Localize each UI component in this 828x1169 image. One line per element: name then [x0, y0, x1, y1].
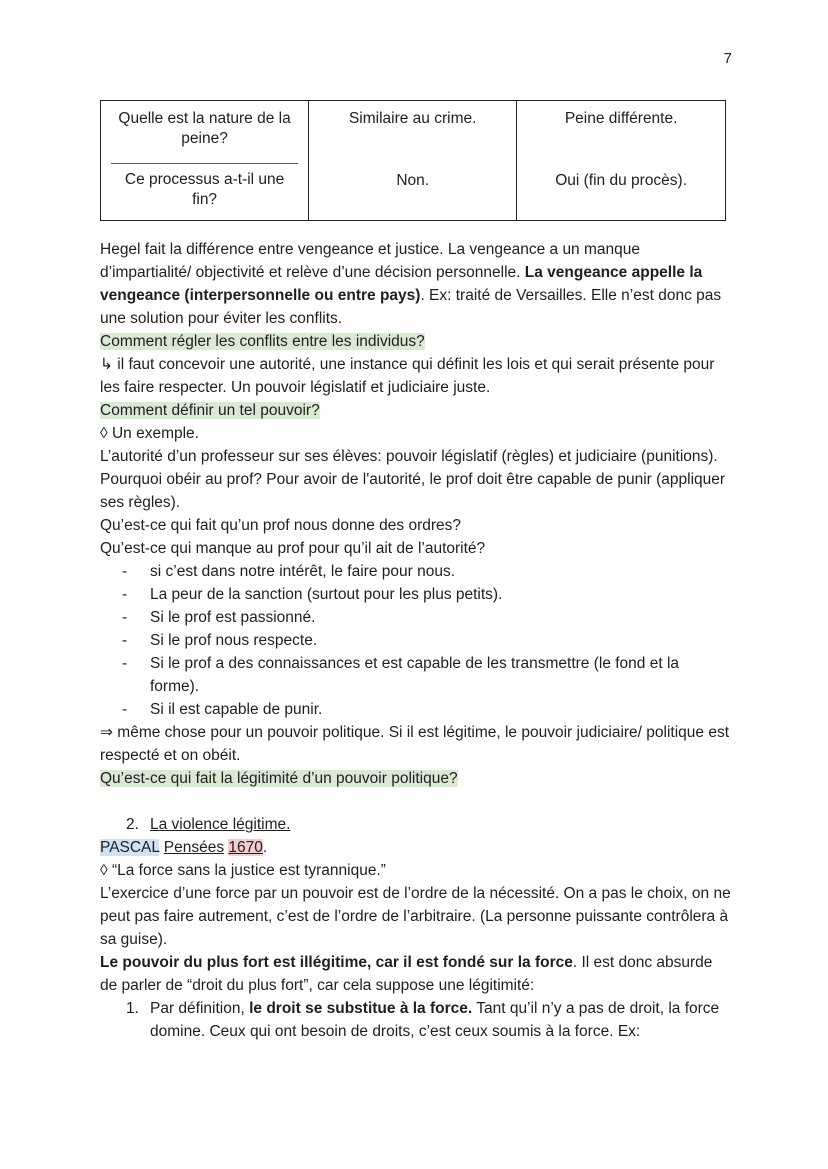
paragraph-hegel — [100, 238, 732, 330]
text: Hegel fait la différence entre vengeance et justice. La vengeance a un manque d’impartialité/ objectivité et relève d’une décision personnelle. — [100, 241, 641, 281]
list-item: - Si le prof est passionné. — [122, 606, 732, 629]
year: 1670 — [228, 839, 263, 856]
table-cell-text: Similaire au crime. — [348, 110, 477, 127]
table-cell-text: Peine différente. — [564, 110, 678, 127]
page-number: 7 — [723, 50, 732, 67]
list-item: - Si le prof nous respecte. — [122, 629, 732, 652]
table-cell-text: Non. — [396, 172, 430, 189]
numbered-item — [100, 997, 732, 1043]
table-cell-text: Ce processus a-t-il une fin? — [124, 171, 285, 208]
dash-list — [100, 560, 732, 721]
table-row — [101, 101, 726, 221]
text: Par définition, — [150, 1000, 250, 1017]
table-cell — [517, 101, 726, 221]
question-line: Qu’est-ce qui manque au prof pour qu’il ait de l’autorité? — [100, 540, 486, 557]
section-heading — [100, 813, 732, 836]
table-cell-text: Quelle est la nature de la peine? — [118, 110, 291, 147]
question-line: Qu’est-ce qui fait qu’un prof nous donne des ordres? — [100, 517, 462, 534]
text: Tant qu’il n’y a pas de droit, la force domine. Ceux qui ont besoin de droits, c’est ceux soumis à la force. Ex: — [150, 1000, 720, 1040]
list-item: - Si le prof a des connaissances et est capable de les transmettre (le fond et la forme). — [122, 652, 732, 698]
list-item: - Si il est capable de punir. — [122, 698, 732, 721]
paragraph-legitimacy — [100, 951, 732, 997]
paragraph-force: L’exercice d’une force par un pouvoir est de l’ordre de la nécessité. On a pas le choix, on ne peut pas faire autrement, c’est de l’ordre de l’arbitraire. (La personne puissante contrôlera à sa guise). — [100, 885, 731, 948]
quote-line: ◊ “La force sans la justice est tyrannique.” — [100, 862, 386, 879]
section-number: 2. — [126, 816, 139, 833]
text: . Ex: traité de Versailles. Elle n’est donc pas une solution pour éviter les conflits. — [100, 287, 722, 327]
author-name: PASCAL — [100, 839, 160, 856]
list-item: - si c’est dans notre intérêt, le faire pour nous. — [122, 560, 732, 583]
table-cell — [101, 101, 309, 221]
bold-text: La vengeance appelle la vengeance (interpersonnelle ou entre pays) — [100, 264, 703, 304]
reference-line — [100, 836, 732, 859]
comparison-table — [100, 100, 726, 221]
table-cell-text: Oui (fin du procès). — [555, 172, 688, 189]
document-body — [100, 238, 732, 1043]
table-cell — [309, 101, 517, 221]
bold-text: Le pouvoir du plus fort est illégitime, car il est fondé sur la force — [100, 954, 573, 971]
paragraph-authority: L’autorité d’un professeur sur ses élèves: pouvoir législatif (règles) et judiciaire (punitions). Pourquoi obéir au prof? Pour avoir de l'autorité, le prof doit être capable de punir (appliquer ses règles). — [100, 448, 726, 511]
bold-text: le droit se substitue à la force. — [249, 1000, 473, 1017]
work-title: Pensées — [163, 839, 225, 856]
item-number: 1. — [126, 1000, 139, 1017]
question-highlight: Comment définir un tel pouvoir? — [100, 402, 320, 419]
example-line: ◊ Un exemple. — [100, 425, 199, 442]
answer-paragraph: ↳ il faut concevoir une autorité, une instance qui définit les lois et qui serait présente pour les faire respecter. Un pouvoir législatif et judiciaire juste. — [100, 356, 715, 396]
cell-divider — [111, 163, 298, 164]
text: . Il est donc absurde de parler de “droit du plus fort”, car cela suppose une légitimité: — [100, 954, 713, 994]
question-highlight: Comment régler les conflits entre les individus? — [100, 333, 425, 350]
question-highlight: Qu’est-ce qui fait la légitimité d’un pouvoir politique? — [100, 770, 458, 787]
text: . — [262, 839, 268, 856]
conclusion-line: ⇒ même chose pour un pouvoir politique. Si il est légitime, le pouvoir judiciaire/ politique est respecté et on obéit. — [100, 724, 730, 764]
section-title: La violence légitime. — [150, 816, 291, 833]
list-item: - La peur de la sanction (surtout pour les plus petits). — [122, 583, 732, 606]
